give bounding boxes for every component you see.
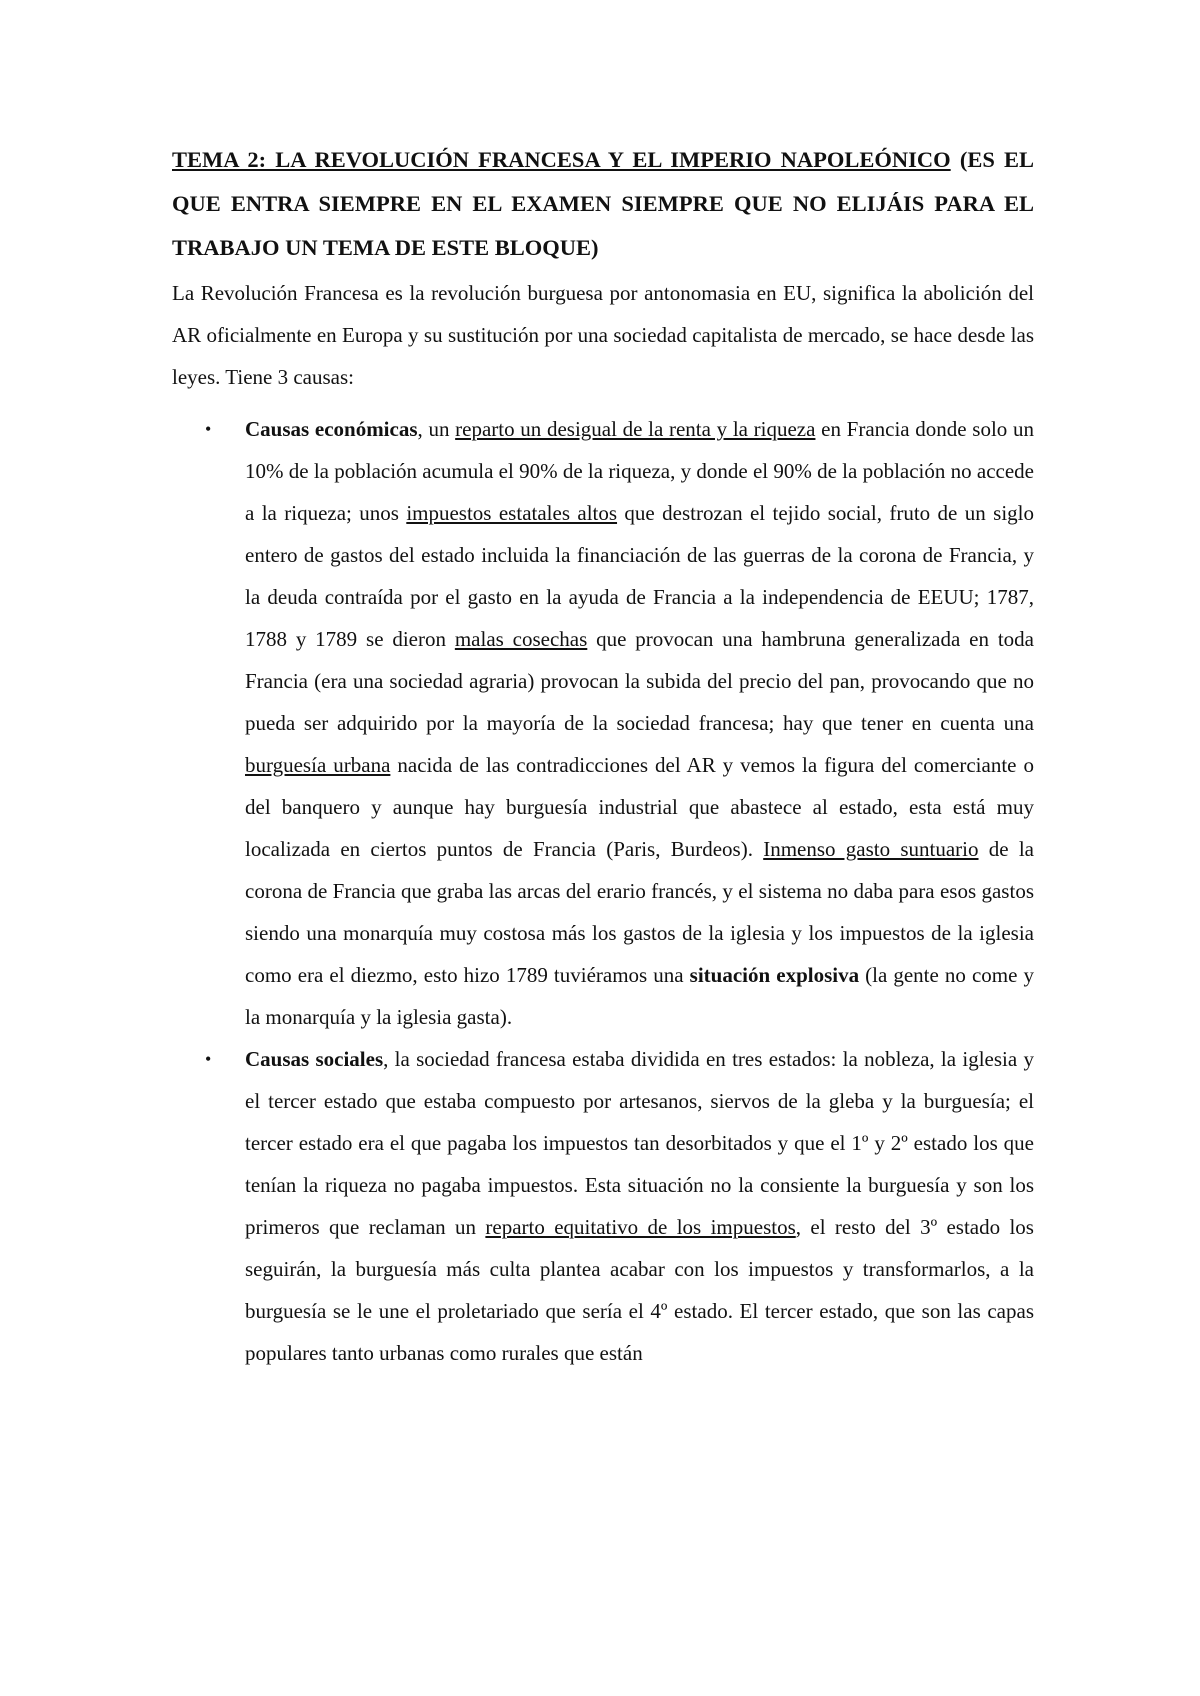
causes-list [172, 408, 1034, 1374]
text-run: , el resto del 3º estado los seguirán, la burguesía más culta plantea acabar con los impuestos y transformarlos, a la burguesía se le une el proletariado que sería el 4º estado. El tercer estado, que son las capas populares tanto urbanas como rurales que están [245, 1215, 1034, 1365]
text-run: , un [417, 417, 456, 441]
underlined-phrase: Inmenso gasto suntuario [763, 837, 979, 861]
document-page [172, 138, 1034, 1374]
text-run: que provocan una hambruna generalizada en toda Francia (era una sociedad agraria) provocan la subida del precio del pan, provocando que no pueda ser adquirido por la mayoría de la sociedad francesa; hay que tener en cuenta una [245, 627, 1034, 735]
bullet-icon: • [205, 1049, 212, 1069]
underlined-phrase: burguesía urbana [245, 753, 391, 777]
text-run: que destrozan el tejido social, fruto de un siglo entero de gastos del estado incluida la financiación de las guerras de la corona de Francia, y la deuda contraída por el gasto en la ayuda de Francia a la independencia de EEUU; 1787, 1788 y 1789 se dieron [245, 501, 1034, 651]
bullet-icon: • [205, 419, 212, 439]
economic-causes-label: Causas económicas [245, 417, 418, 441]
underlined-phrase: reparto equitativo de los impuestos [485, 1215, 796, 1239]
intro-paragraph: La Revolución Francesa es la revolución burguesa por antonomasia en EU, significa la abolición del AR oficialmente en Europa y su sustitución por una sociedad capitalista de mercado, se hace desde las leyes. Tiene 3 causas: [172, 281, 1034, 389]
text-run: (la gente no come y la monarquía y la iglesia gasta). [245, 963, 1034, 1029]
heading-title: TEMA 2: LA REVOLUCIÓN FRANCESA Y EL IMPERIO NAPOLEÓNICO [172, 147, 951, 172]
social-causes-label: Causas sociales [245, 1047, 384, 1071]
text-run: en Francia donde solo un 10% de la población acumula el 90% de la riqueza, y donde el 90% de la población no accede a la riqueza; unos [245, 417, 1034, 525]
underlined-phrase: impuestos estatales altos [406, 501, 618, 525]
underlined-phrase: malas cosechas [454, 627, 588, 651]
underlined-phrase: reparto un desigual de la renta y la riqueza [455, 417, 816, 441]
text-run: de la corona de Francia que graba las arcas del erario francés, y el sistema no daba para esos gastos siendo una monarquía muy costosa más los gastos de la iglesia y los impuestos de la iglesia como era el diezmo, esto hizo 1789 tuviéramos una [245, 837, 1034, 987]
text-run: , la sociedad francesa estaba dividida en tres estados: la nobleza, la iglesia y el tercer estado que estaba compuesto por artesanos, siervos de la gleba y la burguesía; el tercer estado era el que pagaba los impuestos tan desorbitados y que el 1º y 2º estado los que tenían la riqueza no pagaba impuestos. Esta situación no la consiente la burguesía y son los primeros que reclaman un [245, 1047, 1034, 1239]
list-item-social-causes [172, 1038, 1034, 1374]
bold-phrase: situación explosiva [689, 963, 860, 987]
heading-note: (ES EL QUE ENTRA SIEMPRE EN EL EXAMEN SIEMPRE QUE NO ELIJÁIS PARA EL TRABAJO UN TEMA DE ESTE BLOQUE) [172, 147, 1034, 260]
text-run: nacida de las contradicciones del AR y vemos la figura del comerciante o del banquero y aunque hay burguesía industrial que abastece al estado, esta está muy localizada en ciertos puntos de Francia (Paris, Burdeos). [245, 753, 1034, 861]
list-item-economic-causes [172, 408, 1034, 1038]
section-heading [172, 138, 1034, 270]
